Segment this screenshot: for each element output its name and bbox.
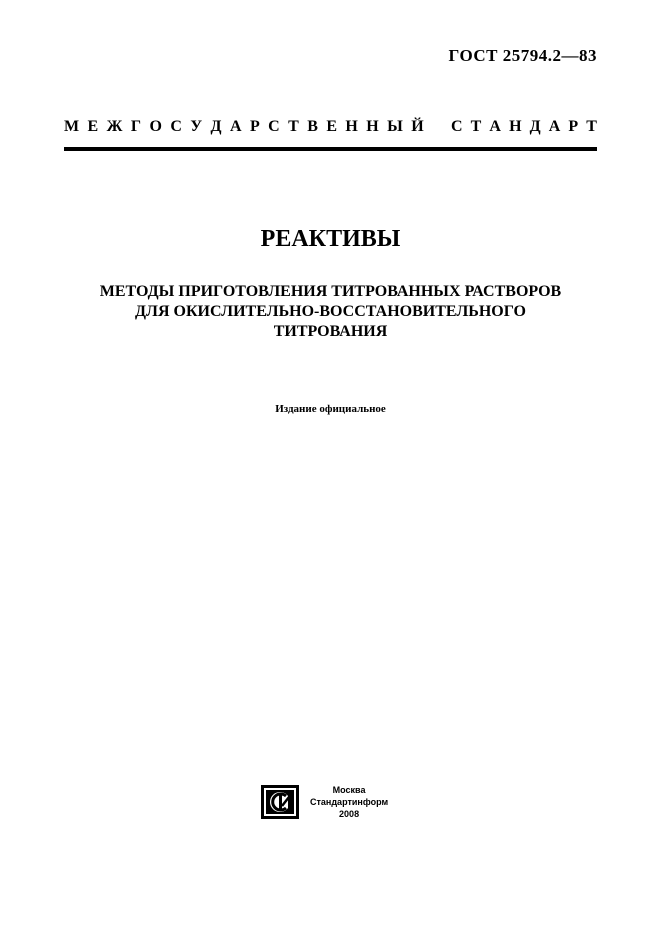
document-code: ГОСТ 25794.2—83 [448,46,597,65]
heading-letter: Н [509,118,522,135]
heading-letter: Т [470,118,482,135]
heading-letter: М [64,118,80,135]
publisher-block [260,784,388,820]
heading-letter: Ж [106,118,123,135]
heading-letter: Р [568,118,579,135]
standard-type-word-1 [64,118,424,136]
publisher-name: Стандартинформ [310,797,389,807]
subtitle-line-1: МЕТОДЫ ПРИГОТОВЛЕНИЯ ТИТРОВАННЫХ РАСТВОРОВ [99,283,562,300]
subtitle-line-2: ДЛЯ ОКИСЛИТЕЛЬНО-ВОССТАНОВИТЕЛЬНОГО [135,303,526,320]
heading-letter: С [170,118,182,135]
heading-letter: Н [345,118,358,135]
heading-letter: О [149,118,162,135]
heading-letter: С [268,118,280,135]
subtitle-line-3: ТИТРОВАНИЯ [273,323,388,340]
document-title: РЕАКТИВЫ [260,226,401,252]
heading-letter: Й [411,118,424,135]
heading-letter: А [229,118,242,135]
header-rule [64,147,597,151]
publisher-imprint [310,784,388,820]
heading-letter: С [451,118,463,135]
heading-letter: Т [288,118,299,135]
heading-letter: Д [529,118,541,135]
publisher-city: Москва [332,785,366,795]
heading-letter: Е [87,118,99,135]
publisher-year: 2008 [339,809,360,819]
document-subtitle [40,282,621,342]
heading-letter: Т [586,118,597,135]
heading-letter: Г [130,118,142,135]
edition-note: Издание официальное [275,403,386,415]
heading-letter: Д [210,118,222,135]
heading-letter: Ы [387,118,403,135]
standard-type-word-2 [451,118,597,136]
heading-letter: А [489,118,501,135]
heading-letter: У [190,118,203,135]
heading-letter: Н [366,118,379,135]
standartinform-logo-icon [260,784,300,820]
heading-letter: В [307,118,318,135]
heading-letter: А [548,118,561,135]
standard-type-heading [64,118,597,136]
heading-letter: Р [249,118,260,135]
heading-letter: Е [326,118,337,135]
